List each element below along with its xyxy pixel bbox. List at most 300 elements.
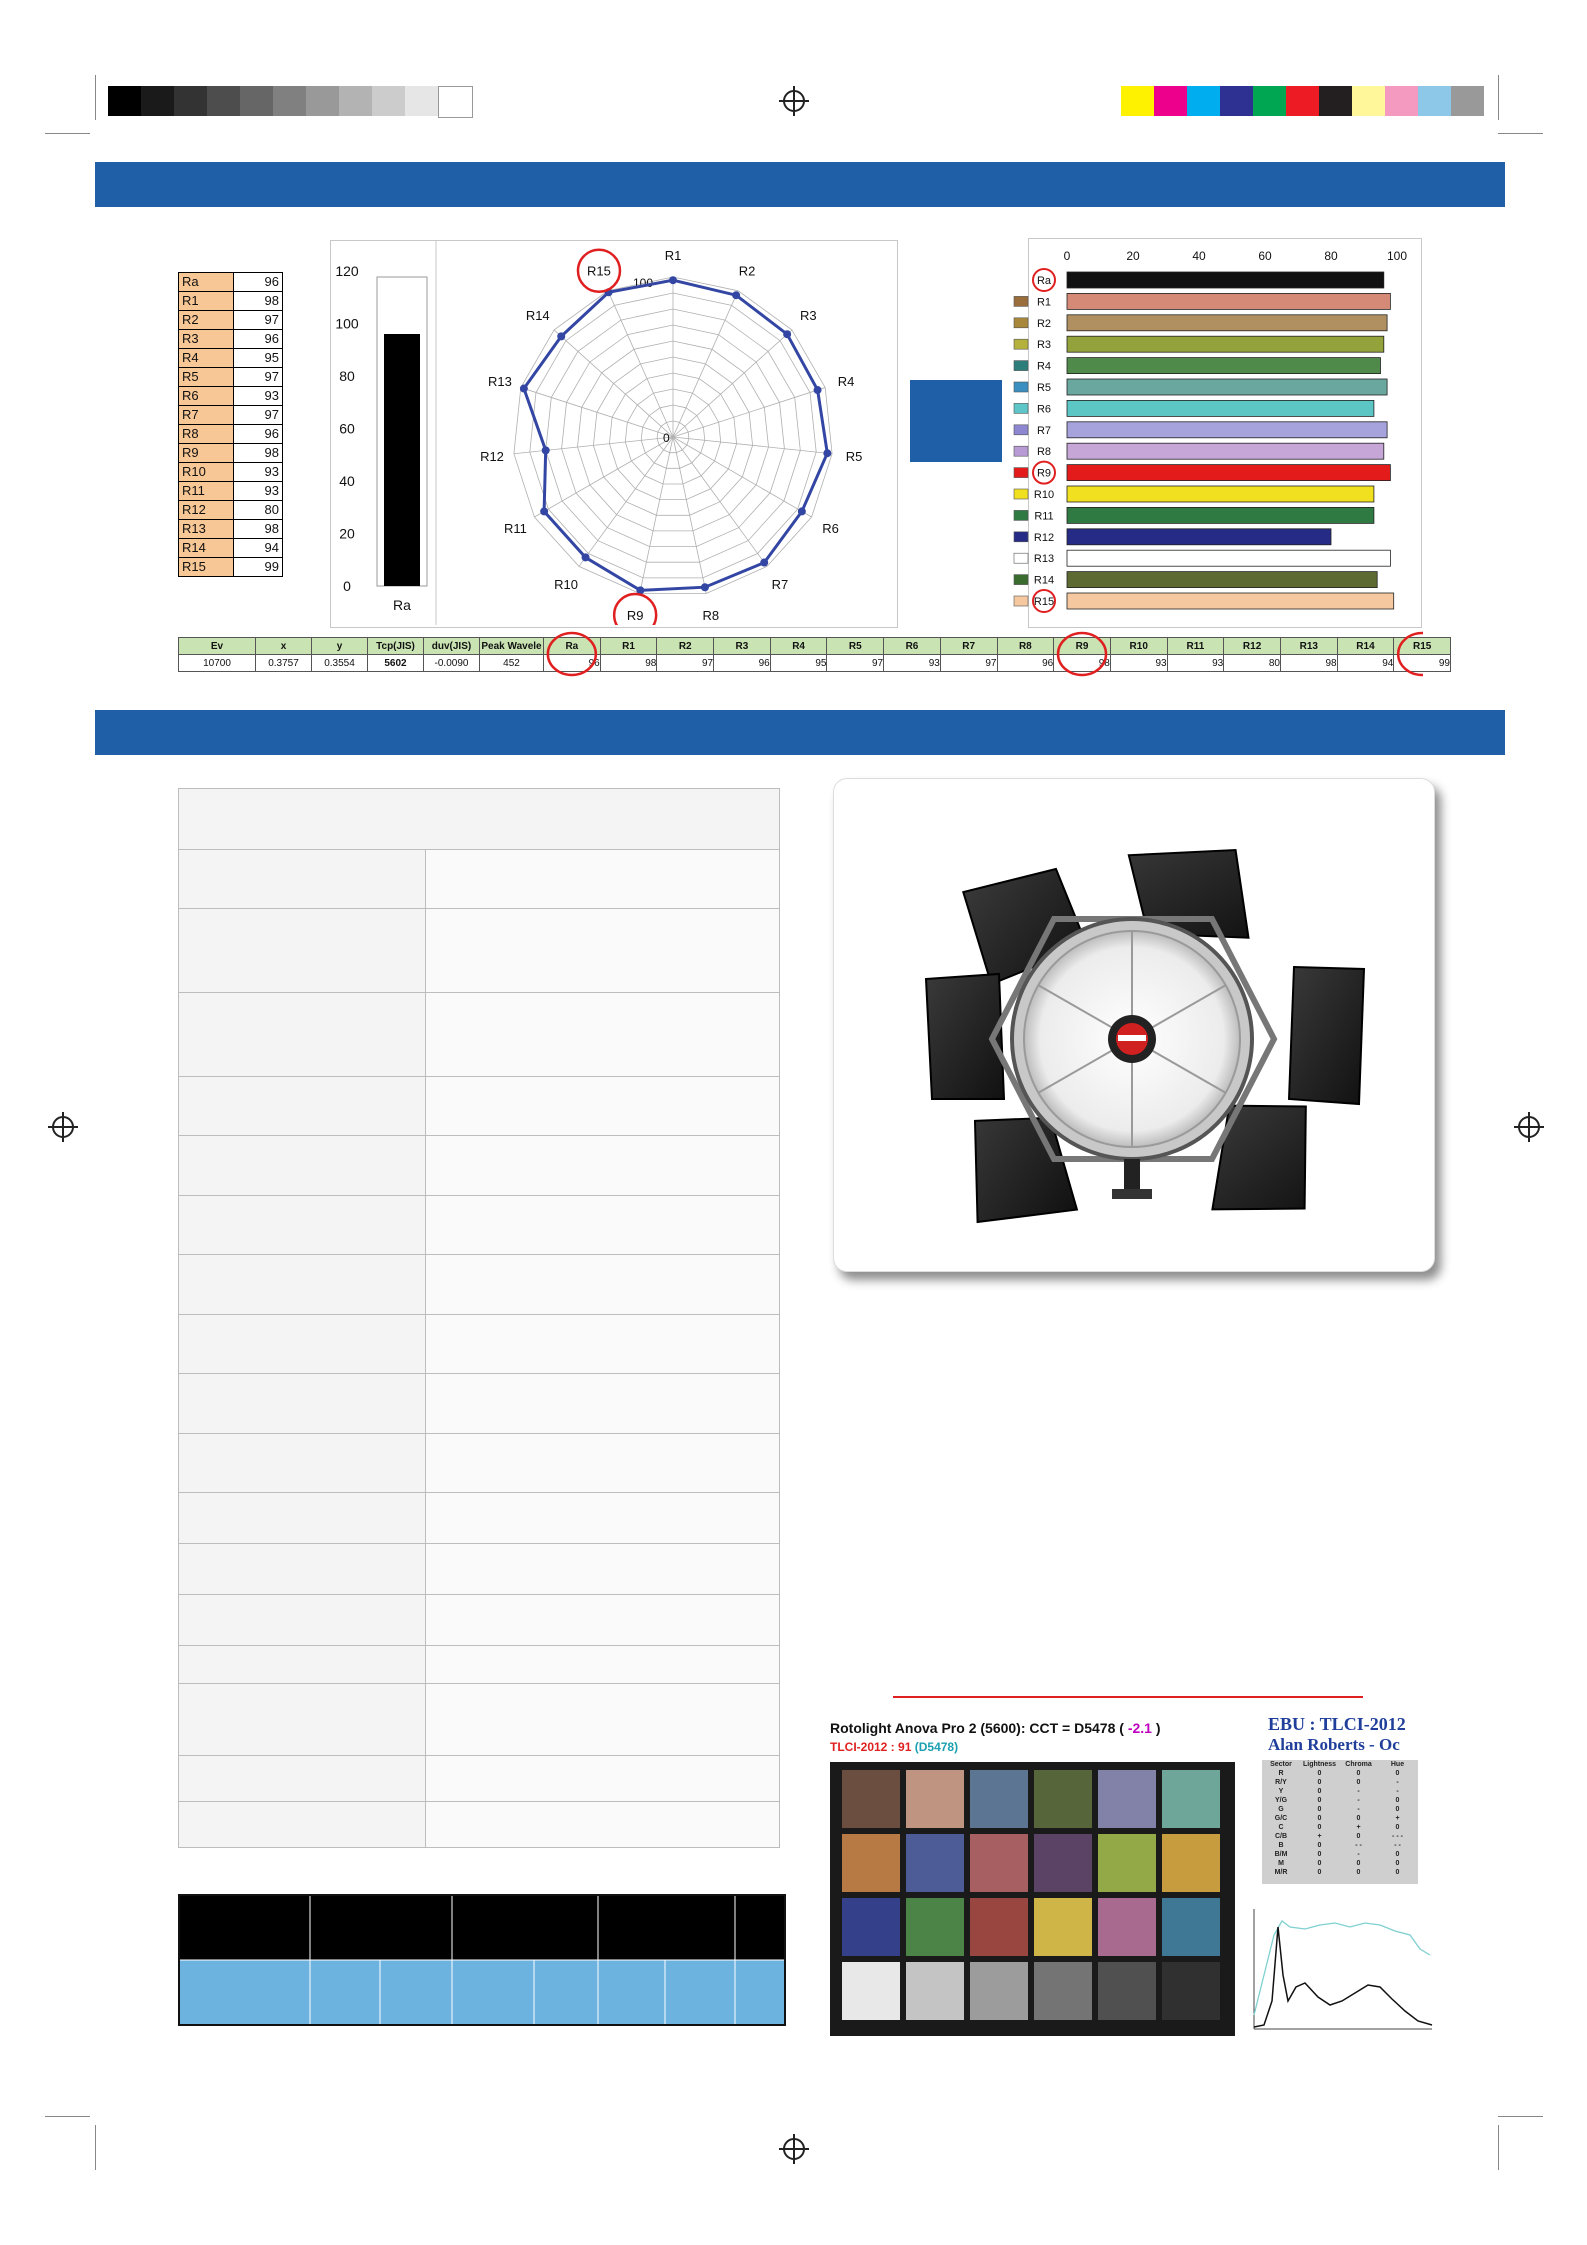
cri-value: 97 [234,311,283,330]
bar-category-label: R7 [1036,424,1052,437]
bar-r9 [1067,465,1390,481]
spec-table-row [179,1492,779,1543]
cri-label: R14 [179,539,234,558]
cri-label: R12 [179,501,234,520]
data-value-cell: 452 [480,655,544,672]
tlci-subtitle-label: TLCI-2012 : [830,1740,895,1754]
radar-spoke [673,330,792,437]
x-axis-label: Ra [393,597,411,613]
gray-swatch [240,86,273,116]
color-patch [842,1770,900,1828]
cri-row [179,406,283,425]
tlci-table-cell: B/M [1274,1851,1288,1858]
legend-key [1014,382,1028,392]
cri-value: 93 [234,387,283,406]
cri-value: 97 [234,368,283,387]
tlci-table-row [1262,1841,1418,1850]
tlci-table-cell: - [1396,1779,1399,1786]
bar-r1 [1067,293,1390,309]
data-header-cell: R5 [827,638,884,655]
radar-axis-label: R9 [626,608,644,624]
registration-mark-top [783,90,805,112]
gray-swatch [339,86,372,116]
spec-table-row [179,1195,779,1254]
color-patch [1034,1770,1092,1828]
spec-table-row [179,1076,779,1135]
bar-category-label: R6 [1036,403,1052,416]
color-swatch [1319,86,1352,116]
cri-value: 96 [234,425,283,444]
crop-mark [95,75,96,120]
color-swatch [1451,86,1484,116]
legend-key [1014,596,1028,606]
cri-row [179,501,283,520]
data-header-cell: R15 [1394,638,1451,655]
spec-table-row [179,992,779,1076]
cri-label: R3 [179,330,234,349]
radar-axis-label: R8 [702,608,720,624]
data-header-cell: R4 [770,638,827,655]
tlci-table-cell: G [1278,1806,1284,1813]
bar-r2 [1067,315,1387,331]
spec-table-row [179,1755,779,1801]
data-header-cell: duv(JIS) [424,638,480,655]
radar-spoke [554,330,673,437]
tlci-table-cell: - [1357,1797,1360,1804]
tlci-table-row [1262,1805,1418,1814]
tlci-table-cell: 0 [1356,1779,1361,1786]
data-value-cell: 93 [884,655,941,672]
cri-row [179,273,283,292]
data-header-cell: Ra [544,638,601,655]
color-patch [1098,1898,1156,1956]
registration-mark-right [1518,1116,1540,1138]
x-tick-label: 60 [1258,249,1272,263]
color-patch [970,1834,1028,1892]
bar-r10 [1067,486,1374,502]
data-value-cell: 96 [544,655,601,672]
bar-category-label: R13 [1033,553,1055,566]
tlci-table-cell: - [1357,1806,1360,1813]
color-patch [1162,1962,1220,2020]
tlci-table-header [1262,1760,1418,1769]
x-tick-label: 80 [1324,249,1338,263]
tlci-divider-line [893,1696,1363,1698]
y-tick-label: 120 [335,263,359,279]
bar-category-label: R11 [1034,510,1054,523]
y-tick-label: 40 [339,473,355,489]
tlci-table-cell: Lightness [1302,1761,1337,1768]
radar-axis-label: R5 [845,449,863,465]
data-value-cell: 93 [1110,655,1167,672]
spec-table-row [179,1543,779,1594]
cri-row [179,444,283,463]
data-header-cell: R10 [1110,638,1167,655]
radar-spoke [673,388,825,437]
gray-swatch [273,86,306,116]
cri-value: 94 [234,539,283,558]
color-patch [1098,1834,1156,1892]
radar-axis-label: R2 [738,263,756,279]
tlci-table-cell: - [1357,1851,1360,1858]
gray-swatch [405,86,438,116]
data-value-cell: 94 [1337,655,1394,672]
crop-mark [1498,2116,1543,2117]
tlci-table-cell: 0 [1317,1824,1322,1831]
tlci-table-row [1262,1850,1418,1859]
data-value-cell: 98 [1054,655,1111,672]
bar-category-label: R2 [1036,317,1052,330]
cri-label: R6 [179,387,234,406]
spectrum-graph [1250,1905,1435,2037]
data-value-cell: 5602 [368,655,424,672]
tlci-table-cell: - - [1355,1842,1362,1849]
gray-swatch [108,86,141,116]
data-header-cell: R6 [884,638,941,655]
cri-label: R13 [179,520,234,539]
tlci-table-cell: Chroma [1345,1761,1372,1768]
color-swatch [1121,86,1154,116]
tlci-score: 91 [898,1740,912,1754]
tlci-table-cell: 0 [1395,1770,1400,1777]
radar-point-r13 [520,385,528,393]
color-patch [842,1834,900,1892]
tlci-table-row [1262,1868,1418,1877]
color-patch [906,1770,964,1828]
tlci-reference: (D5478) [914,1740,959,1754]
data-value-cell: 80 [1224,655,1281,672]
color-patch [1162,1834,1220,1892]
color-patch [842,1898,900,1956]
spec-table-row [179,1314,779,1373]
tlci-table-cell: 0 [1395,1806,1400,1813]
summary-table-gridlines [180,1896,784,2024]
tlci-table-row [1262,1787,1418,1796]
tlci-table-cell: + [1317,1833,1322,1840]
data-value-cell: 96 [997,655,1054,672]
product-photo-frame [833,778,1435,1272]
legend-key [1014,553,1028,563]
color-swatch [1385,86,1418,116]
radar-point-r12 [542,446,550,454]
gray-swatch [438,86,473,118]
registration-mark-bottom [783,2138,805,2160]
legend-key [1014,425,1028,435]
data-value-cell: 93 [1167,655,1224,672]
tlci-table-cell: 0 [1356,1833,1361,1840]
cri-value: 96 [234,273,283,292]
data-value-cell: 97 [657,655,714,672]
radar-point-r3 [783,330,791,338]
cri-row [179,330,283,349]
y-tick-label: 60 [339,420,355,437]
data-table-highlights [178,628,1423,678]
radar-axis-label: R3 [799,308,817,324]
cri-label: R8 [179,425,234,444]
bar-r7 [1067,422,1387,438]
cri-label: R15 [179,558,234,577]
legend-key [1014,403,1028,413]
radar-axis-label: R4 [837,373,855,389]
bar-category-label: R1 [1036,296,1052,309]
bar-category-label: R5 [1036,382,1052,394]
data-value-cell: 96 [714,655,771,672]
color-patch [1098,1770,1156,1828]
cri-row [179,520,283,539]
legend-key [1014,510,1028,520]
tlci-table-cell: 0 [1317,1869,1322,1876]
data-header-cell: R8 [997,638,1054,655]
cri-row [179,482,283,501]
bar-category-label: R14 [1033,574,1055,587]
legend-key [1014,296,1028,306]
cri-label: R7 [179,406,234,425]
tlci-table-cell: 0 [1317,1806,1322,1813]
tlci-table-row [1262,1859,1418,1868]
radar-point-r1 [669,276,677,284]
data-header-cell: Peak Wavele [480,638,544,655]
data-header-cell: Tcp(JIS) [368,638,424,655]
registration-mark-left [52,1116,74,1138]
bar-r14 [1067,572,1377,588]
crop-mark [95,2125,96,2170]
tlci-table-cell: 0 [1395,1824,1400,1831]
cri-row [179,558,283,577]
gray-swatch [306,86,339,116]
color-swatch [1352,86,1385,116]
radar-axis-label: R6 [822,521,839,536]
crop-mark [1498,75,1499,120]
gray-swatch [372,86,405,116]
tlci-subtitle [830,1740,958,1754]
tlci-title-value: -2.1 [1127,1720,1152,1736]
color-checker-chart [830,1762,1235,2036]
tlci-table-cell: Hue [1390,1761,1405,1768]
cri-row [179,292,283,311]
data-header-cell: R2 [657,638,714,655]
radar-point-r8 [701,583,709,591]
legend-key [1014,468,1028,478]
spec-table-row [179,1645,779,1683]
data-value-cell: 0.3757 [256,655,312,672]
legend-key [1014,446,1028,456]
bar-ra [384,334,420,586]
cri-value: 93 [234,482,283,501]
tlci-table-cell: 0 [1395,1869,1400,1876]
cri-value: 93 [234,463,283,482]
cri-value: 98 [234,444,283,463]
legend-key [1014,318,1028,328]
radar-point-r14 [557,332,565,340]
tlci-table-row [1262,1832,1418,1841]
y-tick-label: 80 [339,368,355,384]
cri-label: R9 [179,444,234,463]
color-swatch [1154,86,1187,116]
spec-table-row [179,908,779,992]
tlci-table-cell: - [1357,1788,1360,1795]
bar-category-label: R12 [1033,531,1055,544]
spec-table-row [179,1254,779,1314]
data-value-cell: 97 [940,655,997,672]
tlci-table-cell: + [1395,1815,1400,1822]
radar-axis-label: R15 [587,263,611,279]
radar-axis-label: R1 [664,248,682,263]
tlci-table-cell: 0 [1356,1815,1361,1822]
cri-row [179,425,283,444]
tlci-table-cell: 0 [1356,1770,1361,1777]
radar-axis-label: R12 [480,449,504,465]
tlci-table-cell: R/Y [1275,1779,1287,1786]
bar-r6 [1067,400,1374,416]
data-header-cell: y [312,638,368,655]
radar-axis-label: R13 [487,373,512,389]
tlci-table-cell: 0 [1317,1815,1322,1822]
tlci-table-row [1262,1769,1418,1778]
ra-bar-chart [331,241,437,625]
color-patch [1098,1962,1156,2020]
tlci-table-cell: - - - [1392,1833,1403,1840]
tlci-table-cell: 0 [1317,1779,1322,1786]
bar-r4 [1067,358,1381,374]
legend-key [1014,361,1028,371]
tlci-table-row [1262,1814,1418,1823]
radar-point-r5 [823,449,831,457]
color-patch [906,1834,964,1892]
tlci-title-close: ) [1155,1720,1161,1736]
cri-value: 80 [234,501,283,520]
data-value-cell: 99 [1394,655,1451,672]
tlci-title-text: Rotolight Anova Pro 2 (5600): CCT = D5478 ( [830,1720,1124,1736]
radar-axis-label: R7 [771,577,789,593]
data-value-cell: 98 [1280,655,1337,672]
tlci-table-cell: - [1396,1788,1399,1795]
data-value-cell: 95 [770,655,827,672]
data-header-cell: Ev [179,638,256,655]
data-value-cell: -0.0090 [424,655,480,672]
radar-point-r6 [798,507,806,515]
radar-point-r2 [732,291,740,299]
cri-value: 97 [234,406,283,425]
color-patch [1034,1834,1092,1892]
tlci-deviation-table [1262,1760,1418,1884]
specification-table [178,788,780,1848]
color-patch [970,1770,1028,1828]
tlci-table-row [1262,1778,1418,1787]
gray-swatch [174,86,207,116]
color-swatch [1220,86,1253,116]
tlci-table-cell: C [1278,1824,1284,1831]
bar-category-label: R3 [1036,339,1052,352]
cri-value: 99 [234,558,283,577]
bar-category-label: R10 [1033,489,1055,501]
crop-mark [1498,133,1543,134]
x-tick-label: 20 [1126,249,1140,263]
radar-point-r11 [540,507,548,515]
y-tick-label: 20 [339,525,355,542]
spec-table-row [179,1683,779,1755]
radar-point-r7 [760,559,768,567]
spec-table-row [179,849,779,908]
cri-radar-chart [437,241,895,625]
cri-row [179,539,283,558]
tlci-table-cell: 0 [1317,1860,1322,1867]
color-patch [842,1962,900,2020]
tlci-table-row [1262,1796,1418,1805]
spec-table-row [179,1135,779,1195]
x-tick-label: 40 [1192,249,1206,263]
bar-category-label: R15 [1033,596,1055,608]
radar-spoke [608,291,673,437]
cri-label: R10 [179,463,234,482]
bar-category-label: R8 [1036,446,1052,459]
spec-table-row [179,1433,779,1492]
cri-label: Ra [179,273,234,292]
bar-r15 [1067,593,1394,609]
tlci-table-cell: B [1278,1842,1284,1849]
color-patch [1034,1962,1092,2020]
tlci-table-cell: M [1278,1860,1284,1867]
radar-center-label: 0 [663,431,670,445]
crop-mark [45,133,90,134]
color-patch [970,1898,1028,1956]
section-header-bar [95,710,1505,755]
tlci-table-cell: G/C [1274,1815,1288,1822]
crop-mark [45,2116,90,2117]
led-light-with-barn-doors-illustration [834,779,1434,1271]
cri-row [179,387,283,406]
radar-axis-label: R11 [503,521,527,536]
cri-row [179,349,283,368]
radar-point-r10 [582,553,590,561]
tlci-table-cell: 0 [1317,1851,1322,1858]
tlci-table-cell: C/B [1274,1833,1288,1840]
radar-axis-label: R10 [554,577,578,593]
tlci-table-cell: Y [1278,1788,1284,1795]
bar-r8 [1067,443,1384,459]
color-swatch [1187,86,1220,116]
color-patch [1162,1898,1220,1956]
cri-label: R1 [179,292,234,311]
legend-key [1014,575,1028,585]
color-patch [1162,1770,1220,1828]
section-header-bar [95,162,1505,207]
tlci-table-cell: 0 [1317,1770,1322,1777]
tlci-table-row [1262,1823,1418,1832]
cri-value: 98 [234,520,283,539]
ebu-author: Alan Roberts - Oc [1268,1735,1400,1754]
radar-spoke [673,291,738,437]
legend-key [1014,532,1028,542]
cri-label: R5 [179,368,234,387]
highlight-circle [1058,633,1106,675]
bar-ra [1067,272,1384,288]
x-tick-label: 100 [1386,249,1408,263]
cri-value: 96 [234,330,283,349]
color-swatch [1418,86,1451,116]
brand-square [910,380,1002,462]
color-rendering-index-table [178,272,283,577]
tlci-table-cell: R [1278,1770,1284,1777]
bar-r12 [1067,529,1331,545]
data-header-cell: R13 [1280,638,1337,655]
ebu-title: EBU : TLCI-2012 [1268,1714,1406,1734]
cri-horizontal-bar-chart [1010,238,1420,626]
radar-max-label: 100 [633,276,654,290]
tlci-table-cell: 0 [1395,1860,1400,1867]
y-tick-label: 0 [343,578,351,594]
cri-label: R11 [179,482,234,501]
data-header-cell: x [256,638,312,655]
